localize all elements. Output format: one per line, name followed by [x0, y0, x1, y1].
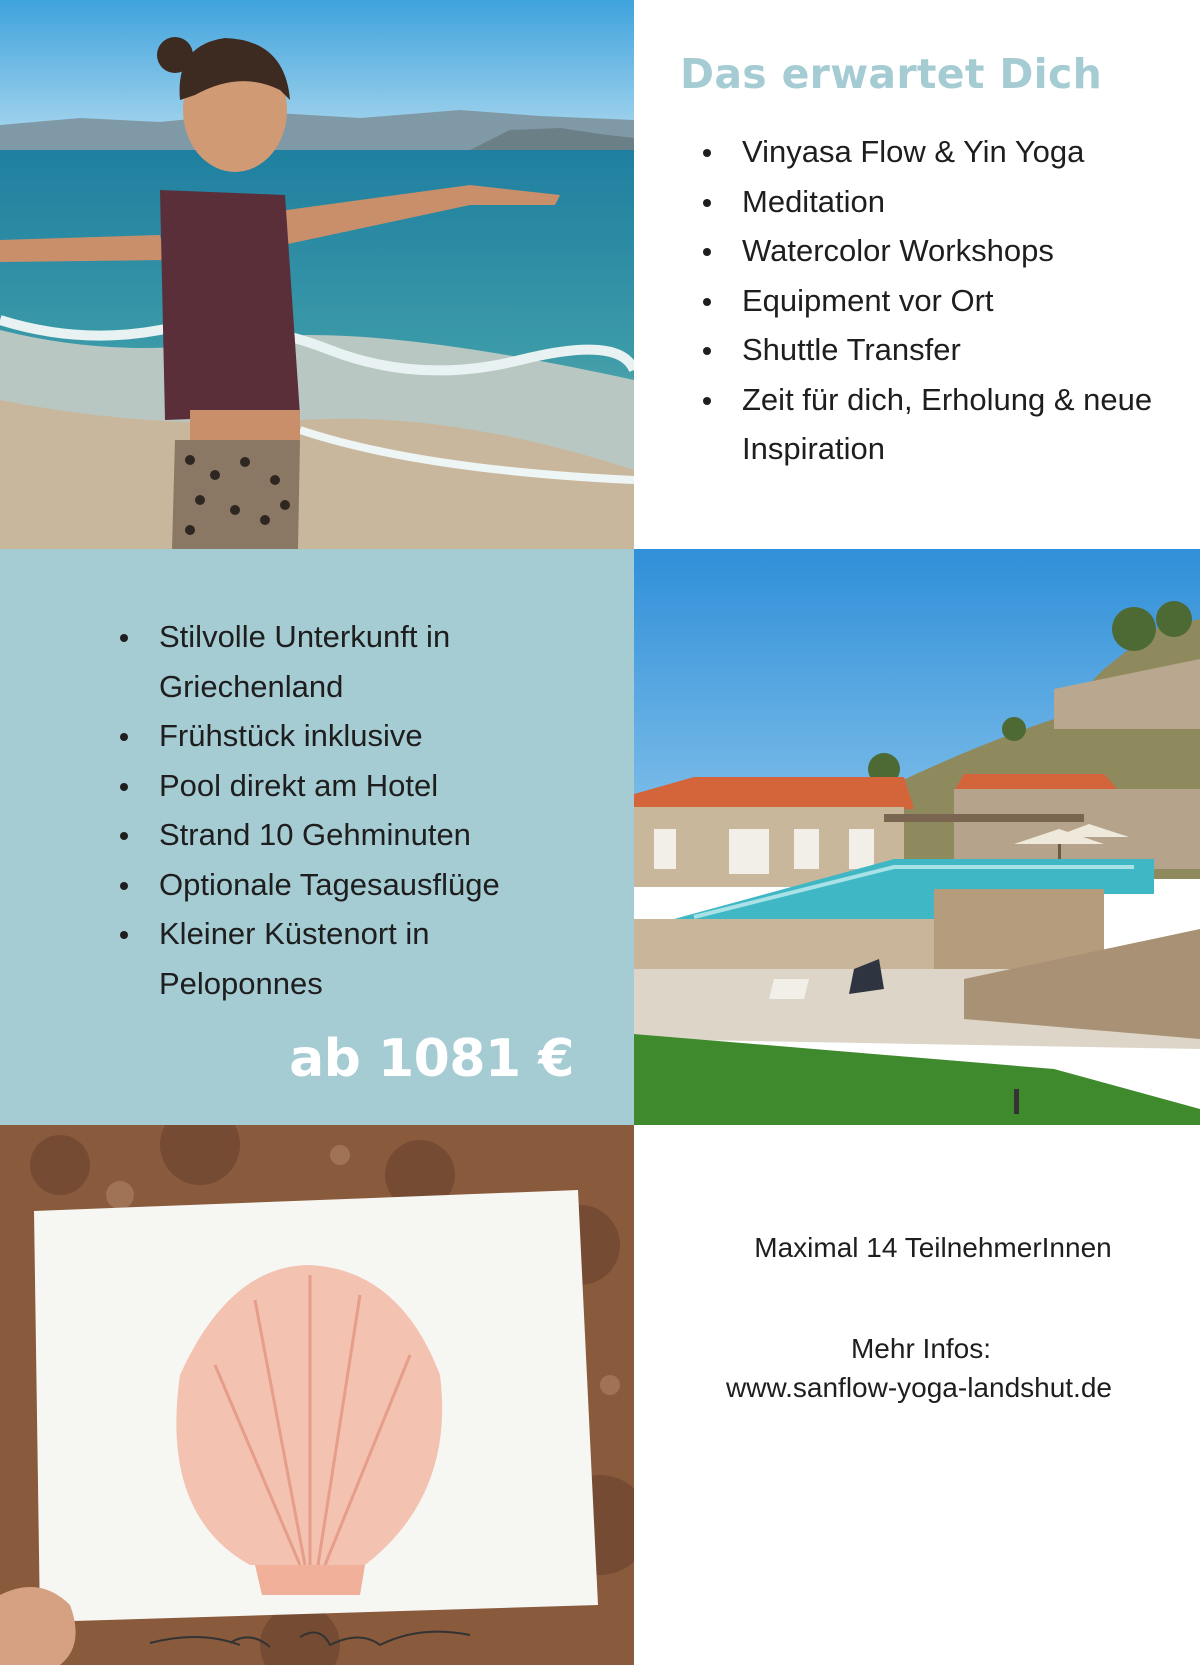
- bullet-icon: [703, 397, 711, 405]
- participants-text: Maximal 14 TeilnehmerInnen: [754, 1232, 1112, 1263]
- list-item: Optionale Tagesausflüge: [110, 860, 620, 910]
- watercolor-card-photo: [0, 1125, 634, 1665]
- website-link[interactable]: www.sanflow-yoga-landshut.de: [726, 1372, 1112, 1403]
- bullet-icon: [120, 931, 128, 939]
- list-item: Kleiner Küstenort in Peloponnes: [110, 909, 519, 1008]
- list-item: Frühstück inklusive: [110, 711, 620, 761]
- info-list: [110, 612, 620, 1008]
- beach-yoga-photo: [0, 0, 634, 549]
- list-item: Meditation: [693, 177, 1193, 227]
- list-item: Strand 10 Gehminuten: [110, 810, 620, 860]
- price-label: ab 1081 €: [289, 1029, 574, 1089]
- bullet-icon: [703, 248, 711, 256]
- list-item: Shuttle Transfer: [693, 325, 1193, 375]
- features-list: [693, 127, 1193, 474]
- hotel-pool-photo: [634, 549, 1200, 1125]
- features-heading: Das erwartet Dich: [680, 50, 1103, 98]
- list-item: Watercolor Workshops: [693, 226, 1193, 276]
- bullet-icon: [120, 832, 128, 840]
- bullet-icon: [703, 199, 711, 207]
- bullet-icon: [120, 882, 128, 890]
- bullet-icon: [703, 149, 711, 157]
- contact-panel: [634, 1125, 1200, 1665]
- bullet-icon: [703, 298, 711, 306]
- list-item: Equipment vor Ort: [693, 276, 1193, 326]
- bullet-icon: [703, 347, 711, 355]
- bullet-icon: [120, 733, 128, 741]
- list-item: Pool direkt am Hotel: [110, 761, 620, 811]
- more-info-label: Mehr Infos:: [850, 1333, 992, 1364]
- list-item: Stilvolle Unterkunft in Griechenland: [110, 612, 559, 711]
- list-item: Zeit für dich, Erholung & neue Inspiration: [693, 375, 1162, 474]
- bullet-icon: [120, 634, 128, 642]
- list-item: Vinyasa Flow & Yin Yoga: [693, 127, 1193, 177]
- bullet-icon: [120, 783, 128, 791]
